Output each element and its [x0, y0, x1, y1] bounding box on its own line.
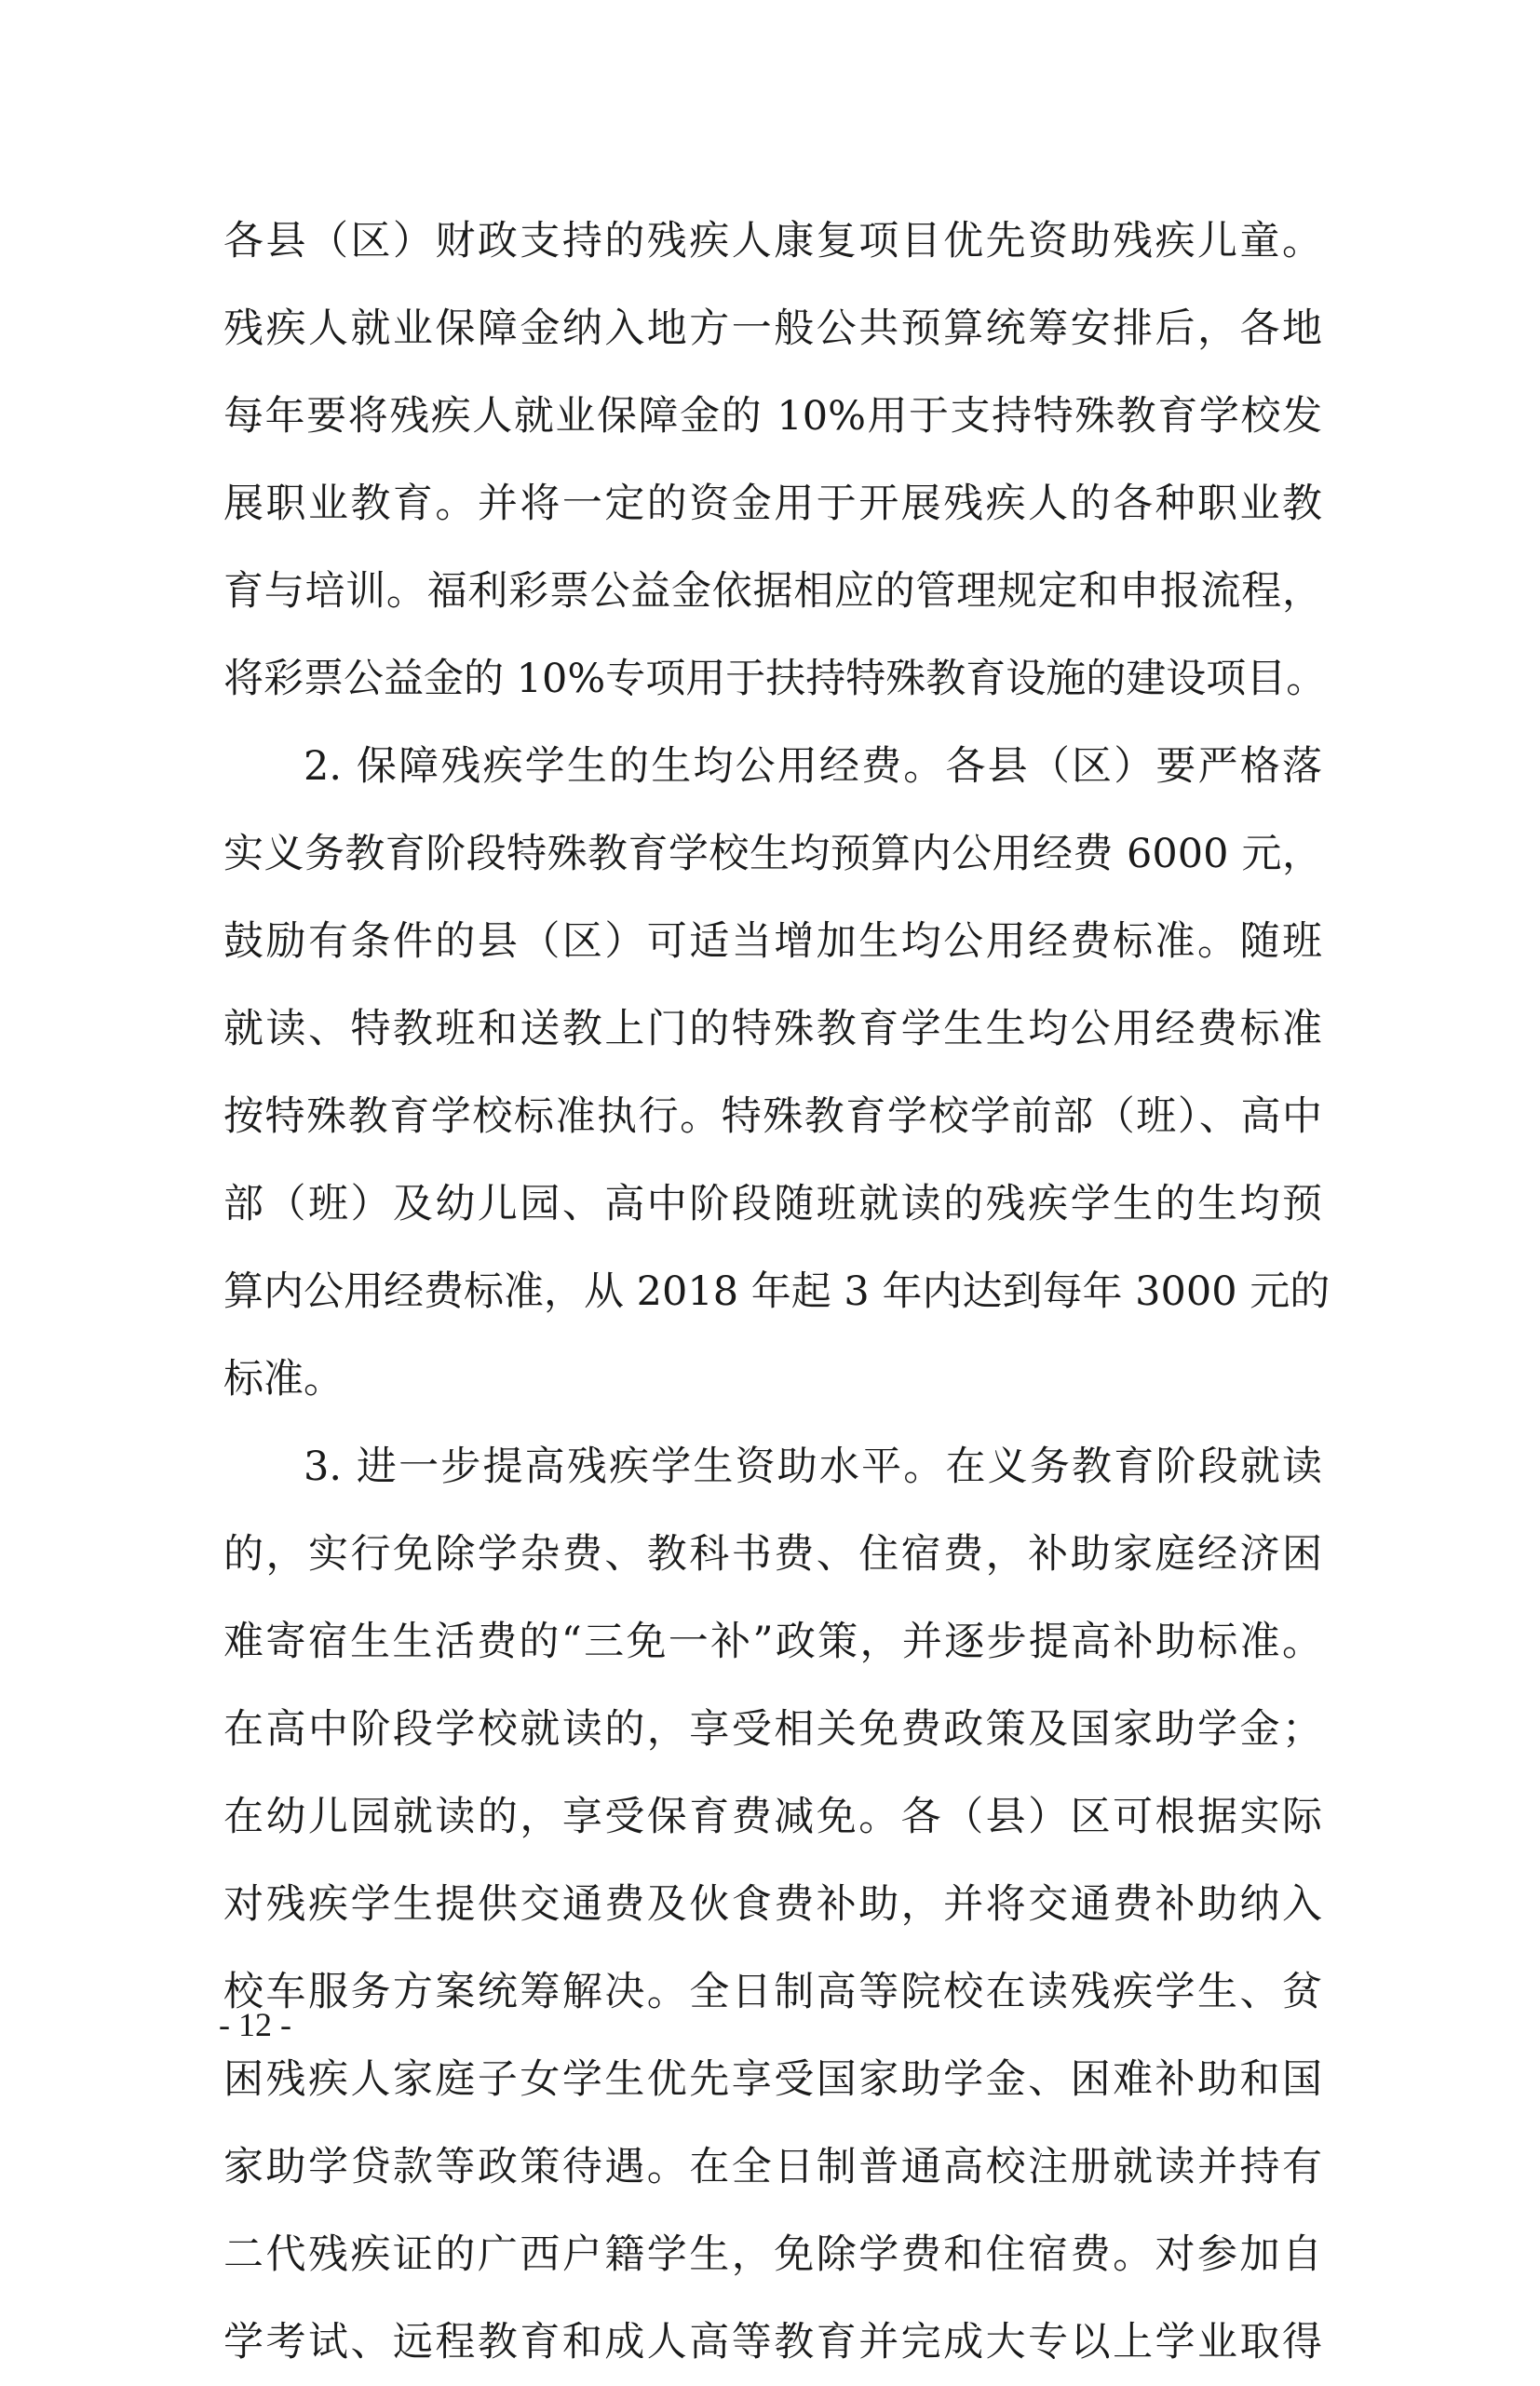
text-line: 按特殊教育学校标准执行。特殊教育学校学前部（班）、高中 — [223, 1093, 1322, 1140]
body-text — [223, 197, 1331, 2386]
text-line: 的，实行免除学杂费、教科书费、住宿费，补助家庭经济困 — [223, 1531, 1322, 1578]
text-line: 育与培训。福利彩票公益金依据相应的管理规定和申报流程， — [223, 568, 1322, 615]
text-line: 各县（区）财政支持的残疾人康复项目优先资助残疾儿童。 — [223, 218, 1322, 264]
text-line: 对残疾学生提供交通费及伙食费补助，并将交通费补助纳入 — [223, 1881, 1322, 1928]
text-line: 难寄宿生生活费的“三免一补”政策，并逐步提高补助标准。 — [223, 1619, 1322, 1665]
text-line: 实义务教育阶段特殊教育学校生均预算内公用经费 6000 元， — [223, 831, 1322, 877]
text-line: 3. 进一步提高残疾学生资助水平。在义务教育阶段就读 — [304, 1444, 1322, 1490]
page-number: - 12 - — [219, 2006, 291, 2043]
text-line: 每年要将残疾人就业保障金的 10%用于支持特殊教育学校发 — [223, 393, 1322, 440]
text-line: 就读、特教班和送教上门的特殊教育学生生均公用经费标准 — [223, 1006, 1322, 1052]
text-line: 校车服务方案统筹解决。全日制高等院校在读残疾学生、贫 — [223, 1969, 1322, 2015]
text-line: 二代残疾证的广西户籍学生，免除学费和住宿费。对参加自 — [223, 2231, 1322, 2278]
text-line: 在幼儿园就读的，享受保育费减免。各（县）区可根据实际 — [223, 1794, 1322, 1840]
text-line: 算内公用经费标准，从 2018 年起 3 年内达到每年 3000 元的 — [223, 1268, 1331, 1315]
text-line: 学考试、远程教育和成人高等教育并完成大专以上学业取得 — [223, 2319, 1322, 2366]
text-line: 困残疾人家庭子女学生优先享受国家助学金、困难补助和国 — [223, 2056, 1322, 2103]
text-line: 将彩票公益金的 10%专项用于扶持特殊教育设施的建设项目。 — [223, 656, 1327, 702]
text-line: 鼓励有条件的县（区）可适当增加生均公用经费标准。随班 — [223, 918, 1322, 965]
text-line: 在高中阶段学校就读的，享受相关免费政策及国家助学金； — [223, 1706, 1322, 1753]
text-line: 部（班）及幼儿园、高中阶段随班就读的残疾学生的生均预 — [223, 1181, 1322, 1227]
text-line: 展职业教育。并将一定的资金用于开展残疾人的各种职业教 — [223, 481, 1322, 527]
text-line: 2. 保障残疾学生的生均公用经费。各县（区）要严格落 — [304, 743, 1322, 790]
text-line: 家助学贷款等政策待遇。在全日制普通高校注册就读并持有 — [223, 2144, 1322, 2190]
text-line: 残疾人就业保障金纳入地方一般公共预算统筹安排后，各地 — [223, 305, 1322, 352]
text-line: 标准。 — [223, 1356, 344, 1403]
